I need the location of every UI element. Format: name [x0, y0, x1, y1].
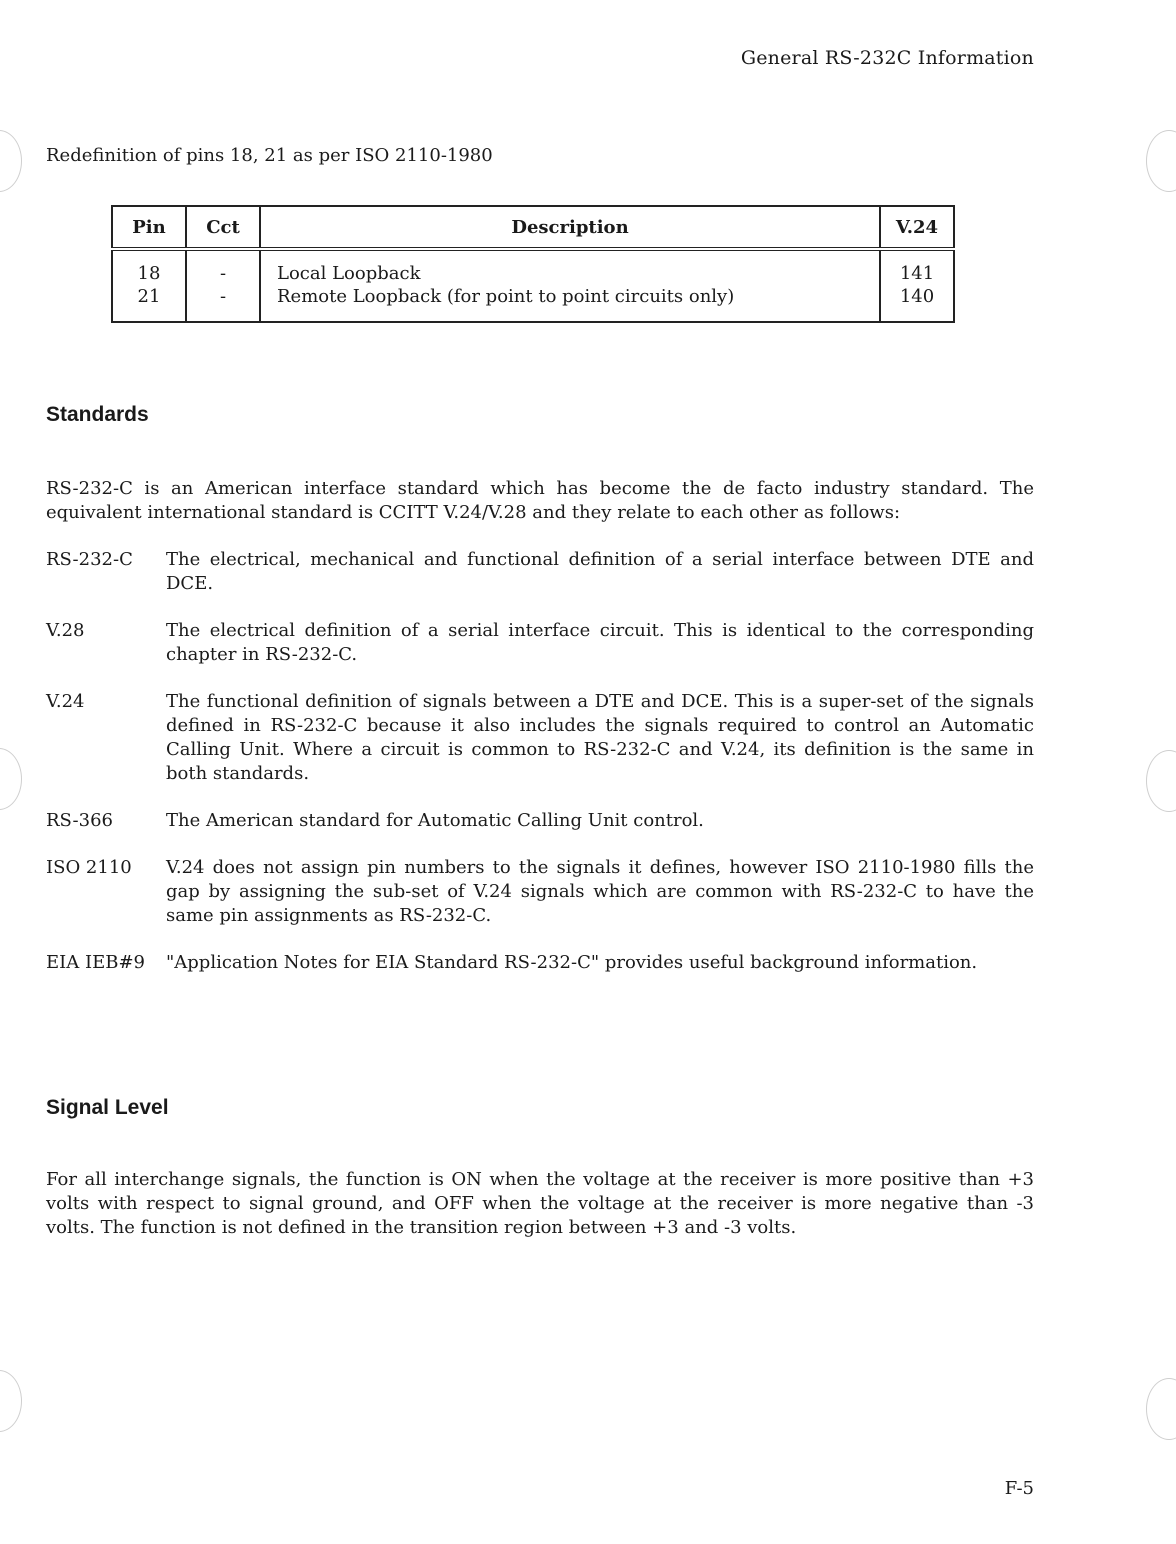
binder-hole-mark [1146, 750, 1176, 812]
cell-pin: 21 [112, 286, 186, 322]
definition-item [46, 619, 1034, 667]
definition-item [46, 690, 1034, 786]
table-intro: Redefinition of pins 18, 21 as per ISO 2110-1980 [46, 145, 493, 166]
definition-term: V.24 [46, 691, 85, 712]
binder-hole-mark [0, 748, 22, 810]
cell-v24: 141 [880, 249, 954, 286]
definition-text: The electrical definition of a serial interface circuit. This is identical to the corresponding chapter in RS-232-C. [166, 620, 1034, 665]
standards-intro: RS-232-C is an American interface standard which has become the de facto industry standard. The equivalent international standard is CCITT V.24/V.28 and they relate to each other as follows: [46, 478, 1034, 523]
binder-hole-mark [0, 1370, 22, 1432]
binder-hole-mark [0, 130, 22, 192]
standards-heading: Standards [46, 403, 149, 426]
column-header-v24: V.24 [880, 206, 954, 249]
cell-pin: 18 [112, 249, 186, 286]
binder-hole-mark [1146, 130, 1176, 192]
definition-text: The American standard for Automatic Calling Unit control. [166, 810, 704, 831]
definition-text: The electrical, mechanical and functional definition of a serial interface between DTE and DCE. [166, 549, 1034, 594]
binder-hole-mark [1146, 1378, 1176, 1440]
column-header-cct: Cct [186, 206, 260, 249]
definition-term: V.28 [46, 620, 85, 641]
definition-item [46, 548, 1034, 596]
cell-v24: 140 [880, 286, 954, 322]
table-row [112, 286, 954, 322]
definition-term: RS-366 [46, 810, 113, 831]
definition-term: RS-232-C [46, 549, 133, 570]
pin-table [111, 205, 955, 323]
cell-description: Local Loopback [260, 249, 880, 286]
column-header-description: Description [260, 206, 880, 249]
running-header: General RS-232C Information [740, 47, 1034, 69]
table-row [112, 249, 954, 286]
definition-list [46, 548, 1034, 998]
definition-text: The functional definition of signals between a DTE and DCE. This is a super-set of the signals defined in RS-232-C because it also includes the signals required to control an Automatic Calling Unit. Where a circuit is common to RS-232-C and V.24, its definition is the same in both standards. [166, 691, 1034, 784]
cell-cct: - [186, 249, 260, 286]
definition-item [46, 856, 1034, 928]
definition-text: "Application Notes for EIA Standard RS-232-C" provides useful background information. [166, 952, 978, 973]
cell-cct: - [186, 286, 260, 322]
column-header-pin: Pin [112, 206, 186, 249]
definition-term: EIA IEB#9 [46, 952, 145, 973]
table-header-row [112, 206, 954, 249]
page-number: F-5 [1004, 1478, 1034, 1499]
definition-item [46, 951, 1034, 975]
definition-item [46, 809, 1034, 833]
cell-description: Remote Loopback (for point to point circuits only) [260, 286, 880, 322]
signal-level-heading: Signal Level [46, 1096, 169, 1119]
signal-level-text: For all interchange signals, the function is ON when the voltage at the receiver is more positive than +3 volts with respect to signal ground, and OFF when the voltage at the receiver is more negative than -3 volts. The function is not defined in the transition region between +3 and -3 volts. [46, 1169, 1034, 1238]
definition-text: V.24 does not assign pin numbers to the signals it defines, however ISO 2110-1980 fills the gap by assigning the sub-set of V.24 signals which are common with RS-232-C to have the same pin assignments as RS-232-C. [166, 857, 1034, 926]
definition-term: ISO 2110 [46, 857, 132, 878]
